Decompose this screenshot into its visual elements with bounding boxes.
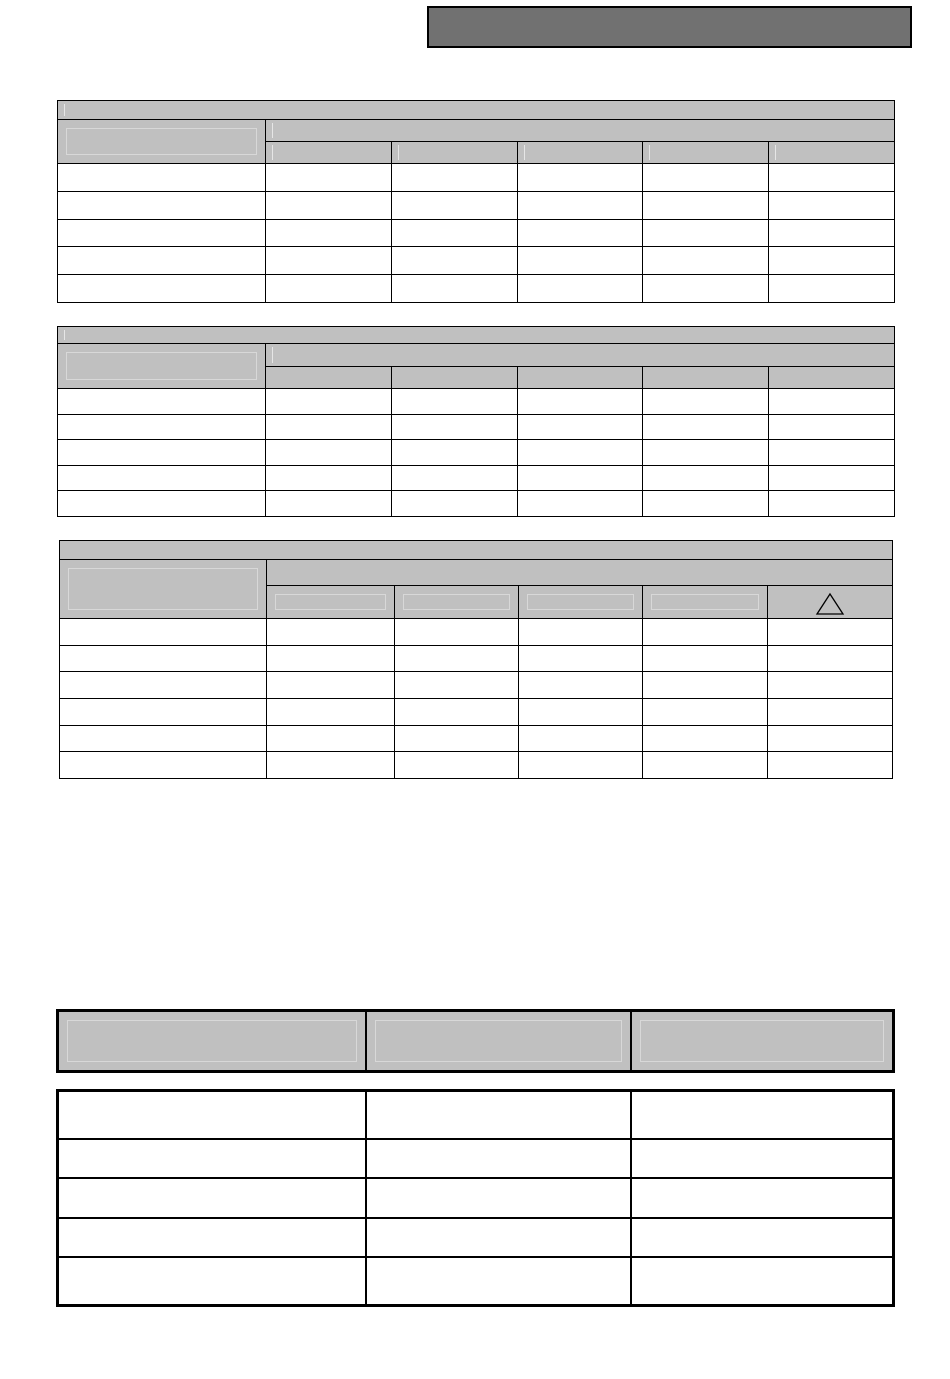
table-cell: [768, 672, 893, 699]
table-3-row-header: [60, 560, 267, 619]
table-row: [58, 1178, 894, 1217]
table-cell: [267, 645, 395, 672]
table-cell: [366, 1091, 631, 1140]
table-row: [58, 440, 895, 466]
table-cell: [395, 619, 519, 646]
table-cell: [266, 465, 392, 491]
table-cell: [768, 698, 893, 725]
table-cell: [266, 491, 392, 517]
table-cell: [60, 752, 267, 779]
table-row: [60, 725, 893, 752]
table-cell: [643, 491, 769, 517]
table-2-title: [58, 327, 895, 344]
warning-triangle-icon: [815, 592, 845, 616]
table-1-title: [58, 101, 895, 120]
table-cell: [60, 645, 267, 672]
table-cell: [769, 465, 895, 491]
table-cell: [266, 414, 392, 440]
table-cell: [517, 465, 643, 491]
table-cell: [395, 672, 519, 699]
table-row: [58, 465, 895, 491]
table-cell: [58, 164, 266, 192]
table-row: [58, 414, 895, 440]
table-cell: [391, 275, 517, 303]
table-cell: [58, 247, 266, 275]
table-row: [58, 247, 895, 275]
table-cell: [519, 619, 643, 646]
table-cell: [643, 414, 769, 440]
table-cell: [768, 619, 893, 646]
table-cell: [391, 389, 517, 415]
table-cell: [266, 275, 392, 303]
table-row: [58, 389, 895, 415]
table-cell: [519, 698, 643, 725]
table-cell: [267, 698, 395, 725]
table-2-row-header: [58, 344, 266, 389]
table-row: [58, 1257, 894, 1306]
table-2-col-header: [391, 367, 517, 389]
table-cell: [769, 414, 895, 440]
table-cell: [266, 219, 392, 247]
table-cell: [267, 672, 395, 699]
table-2-col-header: [517, 367, 643, 389]
table-cell: [395, 645, 519, 672]
table-cell: [391, 191, 517, 219]
table-cell: [395, 725, 519, 752]
table-cell: [768, 725, 893, 752]
table-cell: [519, 725, 643, 752]
summary-table-body: [56, 1089, 895, 1307]
table-cell: [517, 219, 643, 247]
table-cell: [769, 191, 895, 219]
table-cell: [643, 219, 769, 247]
table-cell: [631, 1257, 894, 1306]
table-3-col-header: [267, 586, 395, 619]
table-cell: [395, 698, 519, 725]
table-cell: [643, 645, 768, 672]
table-3-col-header-warning: [768, 586, 893, 619]
table-cell: [769, 440, 895, 466]
table-row: [60, 752, 893, 779]
table-cell: [366, 1257, 631, 1306]
table-3-col-header: [519, 586, 643, 619]
table-cell: [267, 752, 395, 779]
table-cell: [519, 752, 643, 779]
table-cell: [58, 1178, 366, 1217]
table-cell: [643, 465, 769, 491]
table-row: [58, 219, 895, 247]
table-2-col-header: [643, 367, 769, 389]
table-cell: [58, 1257, 366, 1306]
table-cell: [631, 1091, 894, 1140]
table-cell: [643, 164, 769, 192]
table-cell: [643, 440, 769, 466]
table-1-col-header: [517, 142, 643, 164]
table-2-group-header: [266, 344, 895, 367]
table-row: [58, 164, 895, 192]
table-cell: [60, 725, 267, 752]
table-cell: [58, 491, 266, 517]
table-cell: [391, 465, 517, 491]
table-cell: [58, 275, 266, 303]
table-cell: [643, 191, 769, 219]
table-cell: [768, 752, 893, 779]
table-cell: [266, 191, 392, 219]
summary-header-cell: [631, 1011, 894, 1072]
table-cell: [517, 491, 643, 517]
table-3-col-header: [395, 586, 519, 619]
table-cell: [58, 1091, 366, 1140]
table-1-col-header: [391, 142, 517, 164]
summary-header-cell: [58, 1011, 366, 1072]
spec-table-1: [57, 100, 895, 303]
table-cell: [266, 389, 392, 415]
table-cell: [391, 440, 517, 466]
table-cell: [643, 725, 768, 752]
table-cell: [643, 672, 768, 699]
table-cell: [643, 619, 768, 646]
table-cell: [266, 440, 392, 466]
spec-table-3: [59, 540, 893, 779]
table-2-col-header: [266, 367, 392, 389]
table-cell: [631, 1178, 894, 1217]
table-cell: [519, 645, 643, 672]
table-cell: [517, 275, 643, 303]
table-cell: [631, 1218, 894, 1257]
table-3-col-header: [643, 586, 768, 619]
table-cell: [366, 1218, 631, 1257]
table-cell: [517, 414, 643, 440]
table-cell: [58, 465, 266, 491]
table-cell: [58, 1139, 366, 1178]
table-cell: [58, 1218, 366, 1257]
table-3-group-header: [267, 560, 893, 586]
table-cell: [391, 164, 517, 192]
table-cell: [769, 491, 895, 517]
summary-table-header: [56, 1009, 895, 1073]
table-row: [60, 619, 893, 646]
table-cell: [267, 725, 395, 752]
table-cell: [769, 275, 895, 303]
table-cell: [643, 752, 768, 779]
table-cell: [769, 164, 895, 192]
table-row: [58, 1218, 894, 1257]
table-cell: [60, 698, 267, 725]
table-cell: [391, 414, 517, 440]
table-cell: [366, 1178, 631, 1217]
table-row: [58, 491, 895, 517]
table-row: [58, 1091, 894, 1140]
table-cell: [517, 389, 643, 415]
table-row: [58, 275, 895, 303]
table-1-col-header: [769, 142, 895, 164]
table-cell: [517, 164, 643, 192]
table-cell: [60, 619, 267, 646]
table-cell: [395, 752, 519, 779]
table-cell: [266, 164, 392, 192]
table-cell: [266, 247, 392, 275]
table-1-row-header: [58, 120, 266, 164]
table-cell: [769, 247, 895, 275]
table-1-col-header: [266, 142, 392, 164]
table-cell: [58, 414, 266, 440]
table-cell: [643, 698, 768, 725]
table-cell: [519, 672, 643, 699]
table-cell: [60, 672, 267, 699]
table-cell: [267, 619, 395, 646]
table-row: [60, 645, 893, 672]
table-2-col-header: [769, 367, 895, 389]
table-row: [58, 1139, 894, 1178]
table-cell: [631, 1139, 894, 1178]
table-cell: [643, 275, 769, 303]
table-row: [60, 698, 893, 725]
table-1-col-header: [643, 142, 769, 164]
table-cell: [58, 440, 266, 466]
table-cell: [769, 389, 895, 415]
table-row: [60, 672, 893, 699]
table-cell: [768, 645, 893, 672]
table-3-title: [60, 541, 893, 560]
table-cell: [391, 491, 517, 517]
table-cell: [517, 191, 643, 219]
spec-table-2: [57, 326, 895, 517]
table-cell: [58, 219, 266, 247]
page-title-bar: [427, 6, 912, 48]
table-cell: [769, 219, 895, 247]
table-cell: [58, 191, 266, 219]
table-cell: [391, 219, 517, 247]
table-cell: [58, 389, 266, 415]
table-cell: [366, 1139, 631, 1178]
table-cell: [517, 247, 643, 275]
table-cell: [517, 440, 643, 466]
table-cell: [643, 389, 769, 415]
table-cell: [643, 247, 769, 275]
summary-header-cell: [366, 1011, 631, 1072]
table-row: [58, 191, 895, 219]
table-cell: [391, 247, 517, 275]
table-1-group-header: [266, 120, 895, 142]
